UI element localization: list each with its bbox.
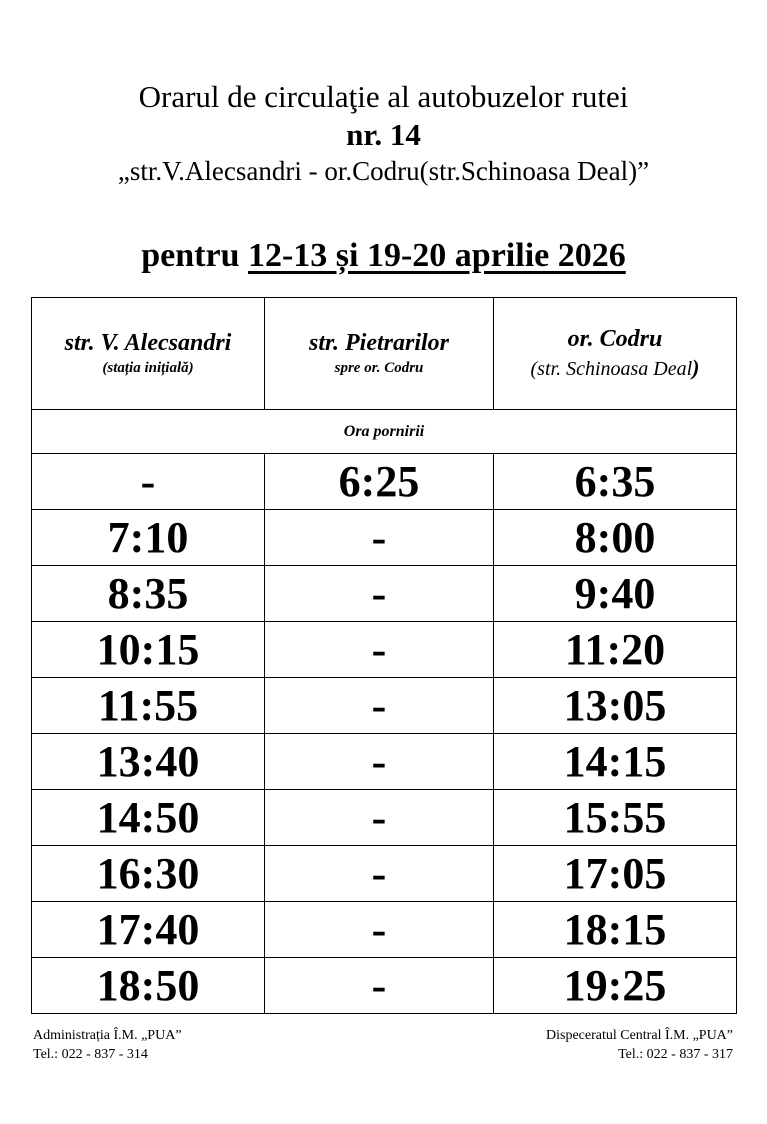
time-cell: - bbox=[265, 566, 494, 622]
time-cell: - bbox=[265, 678, 494, 734]
time-cell: - bbox=[265, 958, 494, 1014]
table-row bbox=[32, 902, 737, 958]
time-cell: - bbox=[265, 902, 494, 958]
time-cell: 6:35 bbox=[494, 454, 737, 510]
route-number: nr. 14 bbox=[346, 117, 421, 152]
period-dates: 12-13 și 19-20 aprilie 2026 bbox=[247, 237, 626, 274]
table-row bbox=[32, 566, 737, 622]
time-cell: 19:25 bbox=[494, 958, 737, 1014]
departure-label: Ora pornirii bbox=[32, 410, 737, 454]
column-subtitle-end: ) bbox=[692, 355, 700, 380]
time-cell: 8:35 bbox=[32, 566, 265, 622]
time-cell: 14:50 bbox=[32, 790, 265, 846]
table-row bbox=[32, 734, 737, 790]
time-cell: - bbox=[32, 454, 265, 510]
time-cell: 18:15 bbox=[494, 902, 737, 958]
time-cell: 6:25 bbox=[265, 454, 494, 510]
column-header-pietrarilor bbox=[265, 298, 494, 410]
time-cell: 8:00 bbox=[494, 510, 737, 566]
time-cell: - bbox=[265, 510, 494, 566]
column-header-alecsandri bbox=[32, 298, 265, 410]
time-cell: - bbox=[265, 790, 494, 846]
timetable bbox=[31, 297, 737, 1014]
column-subtitle: (stația inițială) bbox=[102, 359, 194, 376]
table-row bbox=[32, 678, 737, 734]
footer-administration bbox=[33, 1026, 182, 1064]
route-name: „str.V.Alecsandri - or.Codru(str.Schinoasa Deal)” bbox=[117, 156, 650, 186]
time-cell: - bbox=[265, 734, 494, 790]
time-cell: - bbox=[265, 622, 494, 678]
time-cell: 17:05 bbox=[494, 846, 737, 902]
time-cell: 13:40 bbox=[32, 734, 265, 790]
time-cell: 17:40 bbox=[32, 902, 265, 958]
footer-right-phone: Tel.: 022 - 837 - 317 bbox=[618, 1047, 733, 1062]
time-cell: 18:50 bbox=[32, 958, 265, 1014]
time-cell: 11:20 bbox=[494, 622, 737, 678]
column-header-codru bbox=[494, 298, 737, 410]
schedule-title: Orarul de circulaţie al autobuzelor rutei bbox=[138, 79, 629, 114]
footer-left-org: Administrația Î.M. „PUA” bbox=[33, 1028, 182, 1043]
column-subtitle: spre or. Codru bbox=[334, 359, 424, 376]
schedule-period bbox=[0, 234, 767, 278]
table-row bbox=[32, 958, 737, 1014]
departure-label-row bbox=[32, 410, 737, 454]
timetable-header-row bbox=[32, 298, 737, 410]
time-cell: 15:55 bbox=[494, 790, 737, 846]
schedule-header bbox=[0, 78, 767, 188]
footer-left-phone: Tel.: 022 - 837 - 314 bbox=[33, 1047, 148, 1062]
time-cell: 14:15 bbox=[494, 734, 737, 790]
time-cell: 13:05 bbox=[494, 678, 737, 734]
column-title: or. Codru bbox=[567, 326, 663, 352]
footer-right-org: Dispeceratul Central Î.M. „PUA” bbox=[546, 1028, 733, 1043]
footer-dispatch bbox=[546, 1026, 733, 1064]
time-cell: 16:30 bbox=[32, 846, 265, 902]
column-title: str. V. Alecsandri bbox=[64, 329, 232, 356]
period-prefix: pentru bbox=[141, 237, 240, 274]
table-row bbox=[32, 846, 737, 902]
column-title: str. Pietrarilor bbox=[308, 329, 450, 356]
column-subtitle-wrap bbox=[494, 354, 736, 383]
table-row bbox=[32, 790, 737, 846]
table-row bbox=[32, 510, 737, 566]
time-cell: 9:40 bbox=[494, 566, 737, 622]
time-cell: 7:10 bbox=[32, 510, 265, 566]
time-cell: 11:55 bbox=[32, 678, 265, 734]
time-cell: - bbox=[265, 846, 494, 902]
table-row bbox=[32, 454, 737, 510]
time-cell: 10:15 bbox=[32, 622, 265, 678]
column-subtitle: (str. Schinoasa Deal bbox=[530, 358, 693, 380]
table-row bbox=[32, 622, 737, 678]
